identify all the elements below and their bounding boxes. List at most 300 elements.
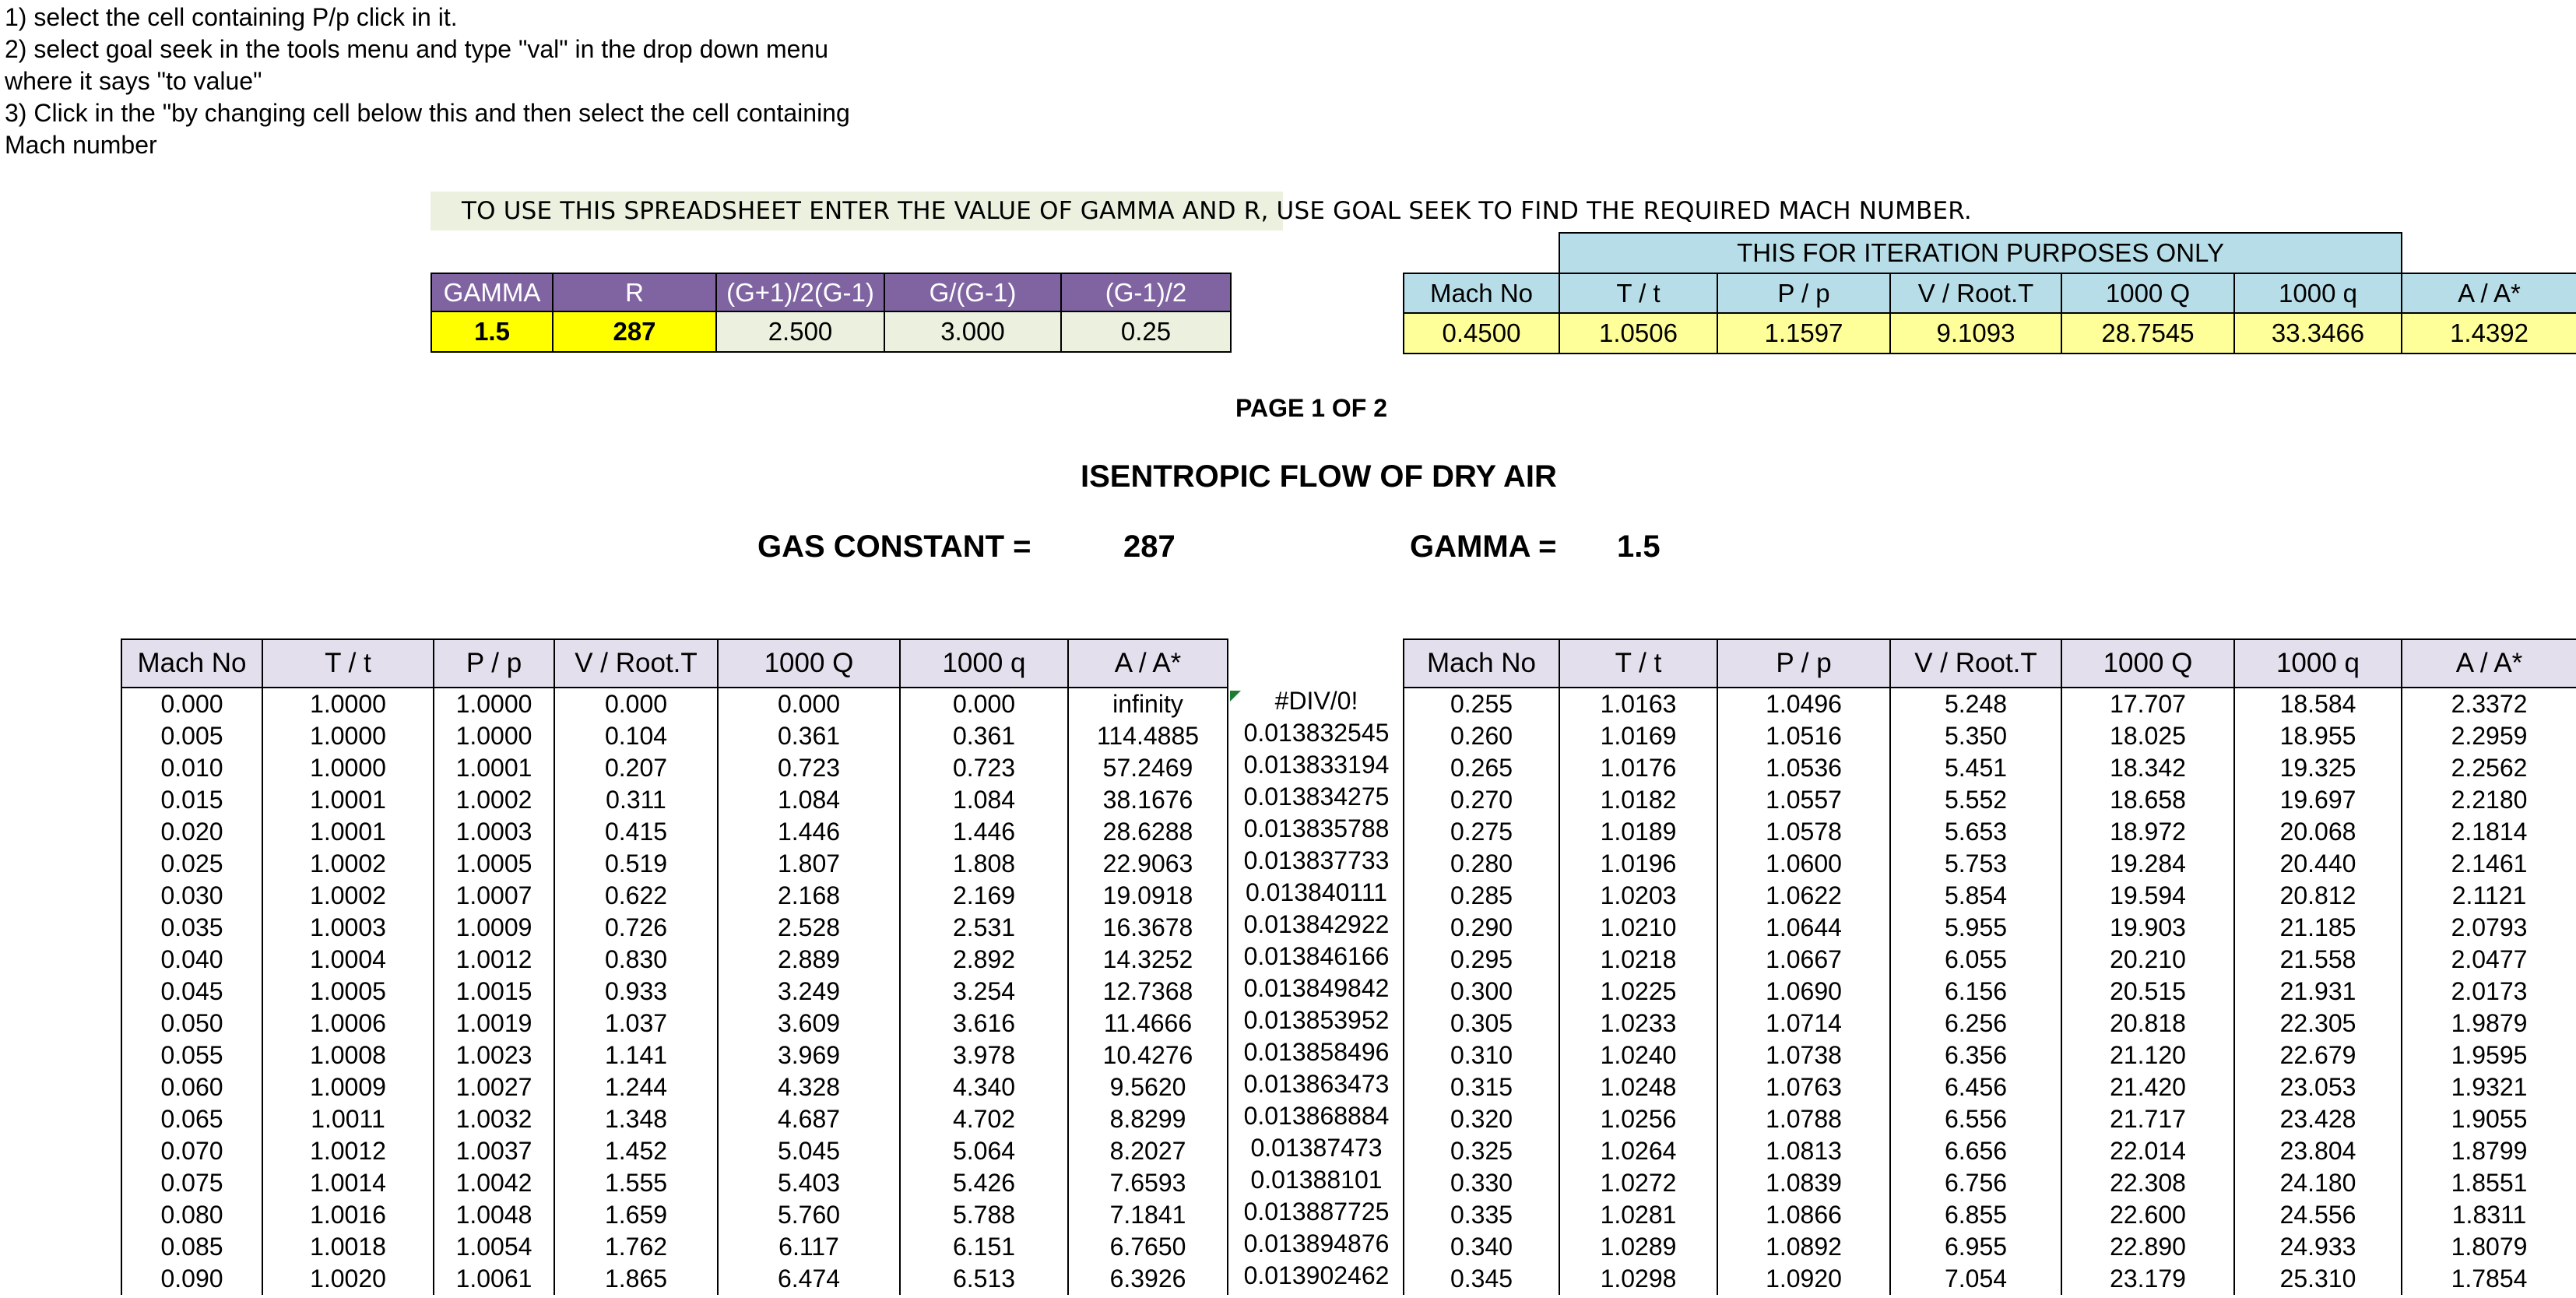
data-cell[interactable]: 1.0256 bbox=[1559, 1103, 1717, 1135]
data-cell[interactable]: 1.0015 bbox=[434, 976, 554, 1008]
iter-value-cell[interactable]: 28.7545 bbox=[2061, 313, 2234, 354]
data-cell[interactable]: 0.325 bbox=[1404, 1135, 1559, 1167]
data-cell[interactable]: 1.0298 bbox=[1559, 1263, 1717, 1295]
helper-cell[interactable]: 0.01387473 bbox=[1250, 1134, 1383, 1162]
data-cell[interactable]: 4.702 bbox=[900, 1103, 1068, 1135]
data-cell[interactable]: 1.8079 bbox=[2402, 1231, 2576, 1263]
data-cell[interactable]: 0.361 bbox=[718, 720, 900, 752]
iter-header[interactable]: 1000 Q bbox=[2061, 273, 2234, 313]
data-cell[interactable]: 1.0061 bbox=[434, 1263, 554, 1295]
data-cell[interactable]: 1.037 bbox=[554, 1008, 718, 1039]
data-cell[interactable]: 0.035 bbox=[121, 912, 262, 944]
data-cell[interactable]: 22.308 bbox=[2061, 1167, 2234, 1199]
data-cell[interactable]: 5.552 bbox=[1890, 784, 2061, 816]
iteration-title[interactable]: THIS FOR ITERATION PURPOSES ONLY bbox=[1559, 233, 2402, 273]
data-cell[interactable]: 5.451 bbox=[1890, 752, 2061, 784]
right-column-header[interactable]: V / Root.T bbox=[1890, 639, 2061, 688]
data-cell[interactable]: 2.0477 bbox=[2402, 944, 2576, 976]
data-cell[interactable]: 0.305 bbox=[1404, 1008, 1559, 1039]
data-cell[interactable]: 6.151 bbox=[900, 1231, 1068, 1263]
data-cell[interactable]: 19.325 bbox=[2234, 752, 2402, 784]
data-cell[interactable]: 22.679 bbox=[2234, 1039, 2402, 1071]
data-cell[interactable]: 20.818 bbox=[2061, 1008, 2234, 1039]
data-cell[interactable]: 0.080 bbox=[121, 1199, 262, 1231]
data-cell[interactable]: 1.0557 bbox=[1717, 784, 1890, 816]
data-cell[interactable]: 1.0813 bbox=[1717, 1135, 1890, 1167]
data-cell[interactable]: 6.474 bbox=[718, 1263, 900, 1295]
instruction-line[interactable]: where it says "to value" bbox=[5, 67, 262, 95]
data-cell[interactable]: 1.0001 bbox=[434, 752, 554, 784]
data-cell[interactable]: 20.440 bbox=[2234, 848, 2402, 880]
data-cell[interactable]: 1.9055 bbox=[2402, 1103, 2576, 1135]
data-cell[interactable]: 22.305 bbox=[2234, 1008, 2402, 1039]
data-cell[interactable]: 1.0714 bbox=[1717, 1008, 1890, 1039]
iter-mach-cell[interactable]: 0.4500 bbox=[1404, 313, 1559, 354]
data-cell[interactable]: 1.0210 bbox=[1559, 912, 1717, 944]
data-cell[interactable]: 0.065 bbox=[121, 1103, 262, 1135]
gamma-value[interactable]: 1.5 bbox=[1617, 529, 1661, 564]
data-cell[interactable]: 0.045 bbox=[121, 976, 262, 1008]
data-cell[interactable]: 0.726 bbox=[554, 912, 718, 944]
data-cell[interactable]: 21.120 bbox=[2061, 1039, 2234, 1071]
data-cell[interactable]: 1.0248 bbox=[1559, 1071, 1717, 1103]
right-column-header[interactable]: 1000 Q bbox=[2061, 639, 2234, 688]
data-cell[interactable]: 1.0054 bbox=[434, 1231, 554, 1263]
data-cell[interactable]: 1.0763 bbox=[1717, 1071, 1890, 1103]
data-cell[interactable]: 1.0006 bbox=[262, 1008, 434, 1039]
data-cell[interactable]: 2.892 bbox=[900, 944, 1068, 976]
data-cell[interactable]: 1.0690 bbox=[1717, 976, 1890, 1008]
data-cell[interactable]: 2.528 bbox=[718, 912, 900, 944]
data-cell[interactable]: 1.0182 bbox=[1559, 784, 1717, 816]
helper-cell[interactable]: 0.013833194 bbox=[1243, 751, 1390, 779]
data-cell[interactable]: 18.972 bbox=[2061, 816, 2234, 848]
data-cell[interactable]: 11.4666 bbox=[1068, 1008, 1228, 1039]
helper-cell[interactable]: 0.013832545 bbox=[1243, 719, 1390, 747]
data-cell[interactable]: 1.0042 bbox=[434, 1167, 554, 1199]
data-cell[interactable]: 3.609 bbox=[718, 1008, 900, 1039]
data-cell[interactable]: 1.8551 bbox=[2402, 1167, 2576, 1199]
instruction-line[interactable]: 2) select goal seek in the tools menu and type "val" in the drop down menu bbox=[5, 35, 829, 63]
right-column-header[interactable]: Mach No bbox=[1404, 639, 1559, 688]
data-cell[interactable]: 1.0240 bbox=[1559, 1039, 1717, 1071]
helper-cell[interactable]: 0.013846166 bbox=[1243, 942, 1390, 970]
data-cell[interactable]: 0.070 bbox=[121, 1135, 262, 1167]
data-cell[interactable]: 0.275 bbox=[1404, 816, 1559, 848]
data-cell[interactable]: 0.335 bbox=[1404, 1199, 1559, 1231]
data-cell[interactable]: 1.0037 bbox=[434, 1135, 554, 1167]
data-cell[interactable]: 1.084 bbox=[718, 784, 900, 816]
data-cell[interactable]: 1.0203 bbox=[1559, 880, 1717, 912]
right-column-header[interactable]: P / p bbox=[1717, 639, 1890, 688]
iter-value-cell[interactable]: 33.3466 bbox=[2234, 313, 2402, 354]
data-cell[interactable]: 1.0600 bbox=[1717, 848, 1890, 880]
data-cell[interactable]: 1.0000 bbox=[262, 688, 434, 720]
data-cell[interactable]: 0.622 bbox=[554, 880, 718, 912]
data-cell[interactable]: 6.756 bbox=[1890, 1167, 2061, 1199]
data-cell[interactable]: 17.707 bbox=[2061, 688, 2234, 720]
right-column-header[interactable]: T / t bbox=[1559, 639, 1717, 688]
data-cell[interactable]: 6.656 bbox=[1890, 1135, 2061, 1167]
data-cell[interactable]: 57.2469 bbox=[1068, 752, 1228, 784]
data-cell[interactable]: 21.558 bbox=[2234, 944, 2402, 976]
helper-cell[interactable]: 0.013835788 bbox=[1243, 814, 1390, 842]
data-cell[interactable]: 8.8299 bbox=[1068, 1103, 1228, 1135]
data-cell[interactable]: 6.556 bbox=[1890, 1103, 2061, 1135]
data-cell[interactable]: 0.265 bbox=[1404, 752, 1559, 784]
data-cell[interactable]: 6.456 bbox=[1890, 1071, 2061, 1103]
data-cell[interactable]: 1.0000 bbox=[434, 720, 554, 752]
data-cell[interactable]: 3.978 bbox=[900, 1039, 1068, 1071]
data-cell[interactable]: 0.723 bbox=[718, 752, 900, 784]
left-column-header[interactable]: 1000 Q bbox=[718, 639, 900, 688]
helper-cell[interactable]: 0.013840111 bbox=[1245, 878, 1388, 906]
data-cell[interactable]: 0.015 bbox=[121, 784, 262, 816]
helper-cell[interactable]: 0.013894876 bbox=[1243, 1229, 1390, 1258]
data-cell[interactable]: 1.0000 bbox=[434, 688, 554, 720]
page-label[interactable]: PAGE 1 OF 2 bbox=[1235, 394, 1388, 422]
data-cell[interactable]: 0.030 bbox=[121, 880, 262, 912]
data-cell[interactable]: 1.0233 bbox=[1559, 1008, 1717, 1039]
left-column-header[interactable]: Mach No bbox=[121, 639, 262, 688]
data-cell[interactable]: 0.830 bbox=[554, 944, 718, 976]
data-cell[interactable]: 6.7650 bbox=[1068, 1231, 1228, 1263]
data-cell[interactable]: 21.185 bbox=[2234, 912, 2402, 944]
data-cell[interactable]: 19.594 bbox=[2061, 880, 2234, 912]
data-cell[interactable]: 28.6288 bbox=[1068, 816, 1228, 848]
helper-cell[interactable]: 0.01388101 bbox=[1250, 1166, 1383, 1194]
data-cell[interactable]: 0.310 bbox=[1404, 1039, 1559, 1071]
helper-cell[interactable]: 0.013842922 bbox=[1243, 910, 1390, 938]
data-cell[interactable]: 0.330 bbox=[1404, 1167, 1559, 1199]
data-cell[interactable]: 1.0027 bbox=[434, 1071, 554, 1103]
left-column-header[interactable]: V / Root.T bbox=[554, 639, 718, 688]
data-cell[interactable]: 0.000 bbox=[121, 688, 262, 720]
data-cell[interactable]: 21.717 bbox=[2061, 1103, 2234, 1135]
data-cell[interactable]: 2.0793 bbox=[2402, 912, 2576, 944]
data-cell[interactable]: 0.207 bbox=[554, 752, 718, 784]
data-cell[interactable]: 1.9879 bbox=[2402, 1008, 2576, 1039]
data-cell[interactable]: 6.117 bbox=[718, 1231, 900, 1263]
data-cell[interactable]: 1.0738 bbox=[1717, 1039, 1890, 1071]
data-cell[interactable]: 1.0004 bbox=[262, 944, 434, 976]
helper-cell[interactable]: #DIV/0! bbox=[1274, 687, 1358, 715]
iter-pressure-cell[interactable]: 1.1597 bbox=[1717, 313, 1890, 354]
data-cell[interactable]: 1.0578 bbox=[1717, 816, 1890, 848]
data-cell[interactable]: 1.0018 bbox=[262, 1231, 434, 1263]
data-cell[interactable]: 6.855 bbox=[1890, 1199, 2061, 1231]
data-cell[interactable]: 1.0516 bbox=[1717, 720, 1890, 752]
data-cell[interactable]: 16.3678 bbox=[1068, 912, 1228, 944]
data-cell[interactable]: 1.7854 bbox=[2402, 1263, 2576, 1295]
data-cell[interactable]: 0.415 bbox=[554, 816, 718, 848]
usage-banner[interactable]: TO USE THIS SPREADSHEET ENTER THE VALUE OF GAMMA AND R, USE GOAL SEEK TO FIND THE REQUIRED MACH NUMBER. bbox=[431, 192, 1283, 230]
iter-header[interactable]: V / Root.T bbox=[1890, 273, 2061, 313]
data-cell[interactable]: 9.5620 bbox=[1068, 1071, 1228, 1103]
data-cell[interactable]: 1.8799 bbox=[2402, 1135, 2576, 1167]
data-cell[interactable]: 18.342 bbox=[2061, 752, 2234, 784]
data-cell[interactable]: 20.068 bbox=[2234, 816, 2402, 848]
iter-value-cell[interactable]: 1.4392 bbox=[2402, 313, 2576, 354]
left-column-header[interactable]: T / t bbox=[262, 639, 434, 688]
data-cell[interactable]: 2.2180 bbox=[2402, 784, 2576, 816]
data-cell[interactable]: 5.753 bbox=[1890, 848, 2061, 880]
data-cell[interactable]: 19.0918 bbox=[1068, 880, 1228, 912]
data-cell[interactable]: 0.295 bbox=[1404, 944, 1559, 976]
data-cell[interactable]: 0.085 bbox=[121, 1231, 262, 1263]
iter-header[interactable]: 1000 q bbox=[2234, 273, 2402, 313]
data-cell[interactable]: 7.054 bbox=[1890, 1263, 2061, 1295]
data-cell[interactable]: 24.556 bbox=[2234, 1199, 2402, 1231]
data-cell[interactable]: 1.8311 bbox=[2402, 1199, 2576, 1231]
data-cell[interactable]: 2.1461 bbox=[2402, 848, 2576, 880]
data-cell[interactable]: 6.513 bbox=[900, 1263, 1068, 1295]
ratio1-header[interactable]: (G+1)/2(G-1) bbox=[716, 273, 884, 311]
data-cell[interactable]: 12.7368 bbox=[1068, 976, 1228, 1008]
data-cell[interactable]: 0.060 bbox=[121, 1071, 262, 1103]
data-cell[interactable]: 1.0289 bbox=[1559, 1231, 1717, 1263]
data-cell[interactable]: 2.168 bbox=[718, 880, 900, 912]
data-cell[interactable]: 6.3926 bbox=[1068, 1263, 1228, 1295]
data-cell[interactable]: 23.804 bbox=[2234, 1135, 2402, 1167]
iter-header[interactable]: Mach No bbox=[1404, 273, 1559, 313]
data-cell[interactable]: 19.903 bbox=[2061, 912, 2234, 944]
data-cell[interactable]: 1.9321 bbox=[2402, 1071, 2576, 1103]
data-cell[interactable]: 1.0002 bbox=[262, 880, 434, 912]
data-cell[interactable]: 0.519 bbox=[554, 848, 718, 880]
data-cell[interactable]: 3.254 bbox=[900, 976, 1068, 1008]
data-cell[interactable]: 21.420 bbox=[2061, 1071, 2234, 1103]
data-cell[interactable]: 2.2562 bbox=[2402, 752, 2576, 784]
data-cell[interactable]: 1.0000 bbox=[262, 720, 434, 752]
r-input-cell[interactable]: 287 bbox=[553, 311, 716, 352]
data-cell[interactable]: 3.969 bbox=[718, 1039, 900, 1071]
data-cell[interactable]: 1.141 bbox=[554, 1039, 718, 1071]
data-cell[interactable]: 5.955 bbox=[1890, 912, 2061, 944]
data-cell[interactable]: 6.256 bbox=[1890, 1008, 2061, 1039]
data-cell[interactable]: 0.340 bbox=[1404, 1231, 1559, 1263]
data-cell[interactable]: 0.000 bbox=[900, 688, 1068, 720]
data-cell[interactable]: 1.0016 bbox=[262, 1199, 434, 1231]
data-cell[interactable]: 0.270 bbox=[1404, 784, 1559, 816]
data-cell[interactable]: 1.348 bbox=[554, 1103, 718, 1135]
data-cell[interactable]: 5.788 bbox=[900, 1199, 1068, 1231]
ratio2-header[interactable]: G/(G-1) bbox=[884, 273, 1061, 311]
data-cell[interactable]: 1.0667 bbox=[1717, 944, 1890, 976]
data-cell[interactable]: 3.249 bbox=[718, 976, 900, 1008]
page-title[interactable]: ISENTROPIC FLOW OF DRY AIR bbox=[1081, 459, 1557, 494]
data-cell[interactable]: 0.075 bbox=[121, 1167, 262, 1199]
data-cell[interactable]: 1.0008 bbox=[262, 1039, 434, 1071]
iter-header[interactable]: A / A* bbox=[2402, 273, 2576, 313]
data-cell[interactable]: 1.0176 bbox=[1559, 752, 1717, 784]
data-cell[interactable]: 0.000 bbox=[554, 688, 718, 720]
data-cell[interactable]: 0.320 bbox=[1404, 1103, 1559, 1135]
helper-cell[interactable]: 0.013853952 bbox=[1243, 1006, 1390, 1034]
data-cell[interactable]: 24.180 bbox=[2234, 1167, 2402, 1199]
data-cell[interactable]: 14.3252 bbox=[1068, 944, 1228, 976]
data-cell[interactable]: 0.020 bbox=[121, 816, 262, 848]
data-cell[interactable]: 0.260 bbox=[1404, 720, 1559, 752]
left-column-header[interactable]: P / p bbox=[434, 639, 554, 688]
data-cell[interactable]: 5.064 bbox=[900, 1135, 1068, 1167]
data-cell[interactable]: 1.244 bbox=[554, 1071, 718, 1103]
data-cell[interactable]: 0.285 bbox=[1404, 880, 1559, 912]
data-cell[interactable]: 19.284 bbox=[2061, 848, 2234, 880]
data-cell[interactable]: 1.0032 bbox=[434, 1103, 554, 1135]
data-cell[interactable]: 22.890 bbox=[2061, 1231, 2234, 1263]
data-cell[interactable]: 0.000 bbox=[718, 688, 900, 720]
data-cell[interactable]: 0.025 bbox=[121, 848, 262, 880]
helper-cell[interactable]: 0.013902462 bbox=[1243, 1261, 1390, 1289]
data-cell[interactable]: 1.0788 bbox=[1717, 1103, 1890, 1135]
gas-constant-label[interactable]: GAS CONSTANT = bbox=[757, 529, 1031, 564]
data-cell[interactable]: 0.311 bbox=[554, 784, 718, 816]
data-cell[interactable]: 1.808 bbox=[900, 848, 1068, 880]
data-cell[interactable]: 7.6593 bbox=[1068, 1167, 1228, 1199]
data-cell[interactable]: 1.0012 bbox=[434, 944, 554, 976]
data-cell[interactable]: 1.452 bbox=[554, 1135, 718, 1167]
data-cell[interactable]: 2.0173 bbox=[2402, 976, 2576, 1008]
data-cell[interactable]: 22.600 bbox=[2061, 1199, 2234, 1231]
data-cell[interactable]: 1.0644 bbox=[1717, 912, 1890, 944]
data-cell[interactable]: 1.0002 bbox=[262, 848, 434, 880]
data-cell[interactable]: 19.697 bbox=[2234, 784, 2402, 816]
instruction-line[interactable]: 3) Click in the "by changing cell below this and then select the cell containing bbox=[5, 99, 850, 127]
data-cell[interactable]: 2.1121 bbox=[2402, 880, 2576, 912]
data-cell[interactable]: 1.0839 bbox=[1717, 1167, 1890, 1199]
data-cell[interactable]: 1.0001 bbox=[262, 784, 434, 816]
data-cell[interactable]: 1.0622 bbox=[1717, 880, 1890, 912]
data-cell[interactable]: 1.0023 bbox=[434, 1039, 554, 1071]
iter-header[interactable]: P / p bbox=[1717, 273, 1890, 313]
data-cell[interactable]: 7.1841 bbox=[1068, 1199, 1228, 1231]
data-cell[interactable]: 0.005 bbox=[121, 720, 262, 752]
data-cell[interactable]: 1.659 bbox=[554, 1199, 718, 1231]
data-cell[interactable]: 21.931 bbox=[2234, 976, 2402, 1008]
data-cell[interactable]: 1.0001 bbox=[262, 816, 434, 848]
data-cell[interactable]: 6.955 bbox=[1890, 1231, 2061, 1263]
left-column-header[interactable]: A / A* bbox=[1068, 639, 1228, 688]
helper-cell[interactable]: 0.013868884 bbox=[1243, 1102, 1390, 1130]
data-cell[interactable]: 1.446 bbox=[718, 816, 900, 848]
data-cell[interactable]: 24.933 bbox=[2234, 1231, 2402, 1263]
data-cell[interactable]: 1.0002 bbox=[434, 784, 554, 816]
data-cell[interactable]: 38.1676 bbox=[1068, 784, 1228, 816]
data-cell[interactable]: 2.3372 bbox=[2402, 688, 2576, 720]
data-cell[interactable]: 1.0014 bbox=[262, 1167, 434, 1199]
data-cell[interactable]: 23.428 bbox=[2234, 1103, 2402, 1135]
data-cell[interactable]: 1.0189 bbox=[1559, 816, 1717, 848]
data-cell[interactable]: 0.933 bbox=[554, 976, 718, 1008]
instruction-line[interactable]: Mach number bbox=[5, 131, 157, 159]
right-column-header[interactable]: A / A* bbox=[2402, 639, 2576, 688]
instruction-line[interactable]: 1) select the cell containing P/p click in it. bbox=[5, 3, 458, 31]
data-cell[interactable]: 1.0225 bbox=[1559, 976, 1717, 1008]
data-cell[interactable]: 1.0009 bbox=[434, 912, 554, 944]
data-cell[interactable]: 1.446 bbox=[900, 816, 1068, 848]
data-cell[interactable]: 2.1814 bbox=[2402, 816, 2576, 848]
data-cell[interactable]: 0.345 bbox=[1404, 1263, 1559, 1295]
data-cell[interactable]: 0.104 bbox=[554, 720, 718, 752]
data-cell[interactable]: 18.955 bbox=[2234, 720, 2402, 752]
gas-constant-value[interactable]: 287 bbox=[1123, 529, 1176, 564]
data-cell[interactable]: 0.315 bbox=[1404, 1071, 1559, 1103]
data-cell[interactable]: 1.0020 bbox=[262, 1263, 434, 1295]
data-cell[interactable]: 1.0496 bbox=[1717, 688, 1890, 720]
helper-cell[interactable]: 0.013887725 bbox=[1243, 1198, 1390, 1226]
data-cell[interactable]: 1.0005 bbox=[262, 976, 434, 1008]
data-cell[interactable]: 0.361 bbox=[900, 720, 1068, 752]
data-cell[interactable]: 22.014 bbox=[2061, 1135, 2234, 1167]
data-cell[interactable]: 22.9063 bbox=[1068, 848, 1228, 880]
data-cell[interactable]: 0.255 bbox=[1404, 688, 1559, 720]
r-header[interactable]: R bbox=[553, 273, 716, 311]
helper-cell[interactable]: 0.013858496 bbox=[1243, 1038, 1390, 1066]
data-cell[interactable]: 5.426 bbox=[900, 1167, 1068, 1199]
data-cell[interactable]: 0.010 bbox=[121, 752, 262, 784]
ratio1-cell[interactable]: 2.500 bbox=[716, 311, 884, 352]
data-cell[interactable]: 1.0169 bbox=[1559, 720, 1717, 752]
data-cell[interactable]: 1.0012 bbox=[262, 1135, 434, 1167]
data-cell[interactable]: 1.0264 bbox=[1559, 1135, 1717, 1167]
data-cell[interactable]: 5.653 bbox=[1890, 816, 2061, 848]
gamma-label[interactable]: GAMMA = bbox=[1410, 529, 1557, 564]
data-cell[interactable]: 2.2959 bbox=[2402, 720, 2576, 752]
data-cell[interactable]: 6.055 bbox=[1890, 944, 2061, 976]
data-cell[interactable]: 5.248 bbox=[1890, 688, 2061, 720]
data-cell[interactable]: 23.179 bbox=[2061, 1263, 2234, 1295]
data-cell[interactable]: 10.4276 bbox=[1068, 1039, 1228, 1071]
data-cell[interactable]: 1.9595 bbox=[2402, 1039, 2576, 1071]
data-cell[interactable]: 1.0920 bbox=[1717, 1263, 1890, 1295]
data-cell[interactable]: 2.531 bbox=[900, 912, 1068, 944]
data-cell[interactable]: 8.2027 bbox=[1068, 1135, 1228, 1167]
data-cell[interactable]: 2.889 bbox=[718, 944, 900, 976]
data-cell[interactable]: 4.340 bbox=[900, 1071, 1068, 1103]
data-cell[interactable]: 0.280 bbox=[1404, 848, 1559, 880]
data-cell[interactable]: 6.156 bbox=[1890, 976, 2061, 1008]
data-cell[interactable]: 5.854 bbox=[1890, 880, 2061, 912]
data-cell[interactable]: 20.812 bbox=[2234, 880, 2402, 912]
data-cell[interactable]: 1.0281 bbox=[1559, 1199, 1717, 1231]
helper-cell[interactable]: 0.013834275 bbox=[1243, 783, 1390, 811]
data-cell[interactable]: 2.169 bbox=[900, 880, 1068, 912]
data-cell[interactable]: 18.584 bbox=[2234, 688, 2402, 720]
data-cell[interactable]: 1.0003 bbox=[434, 816, 554, 848]
data-cell[interactable]: 1.762 bbox=[554, 1231, 718, 1263]
data-cell[interactable]: 5.350 bbox=[1890, 720, 2061, 752]
data-cell[interactable]: 0.290 bbox=[1404, 912, 1559, 944]
helper-cell[interactable]: 0.013837733 bbox=[1243, 846, 1390, 874]
data-cell[interactable]: 1.0218 bbox=[1559, 944, 1717, 976]
data-cell[interactable]: 1.0866 bbox=[1717, 1199, 1890, 1231]
data-cell[interactable]: 18.658 bbox=[2061, 784, 2234, 816]
data-cell[interactable]: 4.687 bbox=[718, 1103, 900, 1135]
data-cell[interactable]: 1.0892 bbox=[1717, 1231, 1890, 1263]
data-cell[interactable]: infinity bbox=[1068, 688, 1228, 720]
right-column-header[interactable]: 1000 q bbox=[2234, 639, 2402, 688]
data-cell[interactable]: 5.760 bbox=[718, 1199, 900, 1231]
data-cell[interactable]: 4.328 bbox=[718, 1071, 900, 1103]
data-cell[interactable]: 25.310 bbox=[2234, 1263, 2402, 1295]
data-cell[interactable]: 1.807 bbox=[718, 848, 900, 880]
data-cell[interactable]: 20.515 bbox=[2061, 976, 2234, 1008]
data-cell[interactable]: 1.0000 bbox=[262, 752, 434, 784]
data-cell[interactable]: 23.053 bbox=[2234, 1071, 2402, 1103]
data-cell[interactable]: 114.4885 bbox=[1068, 720, 1228, 752]
data-cell[interactable]: 1.0011 bbox=[262, 1103, 434, 1135]
